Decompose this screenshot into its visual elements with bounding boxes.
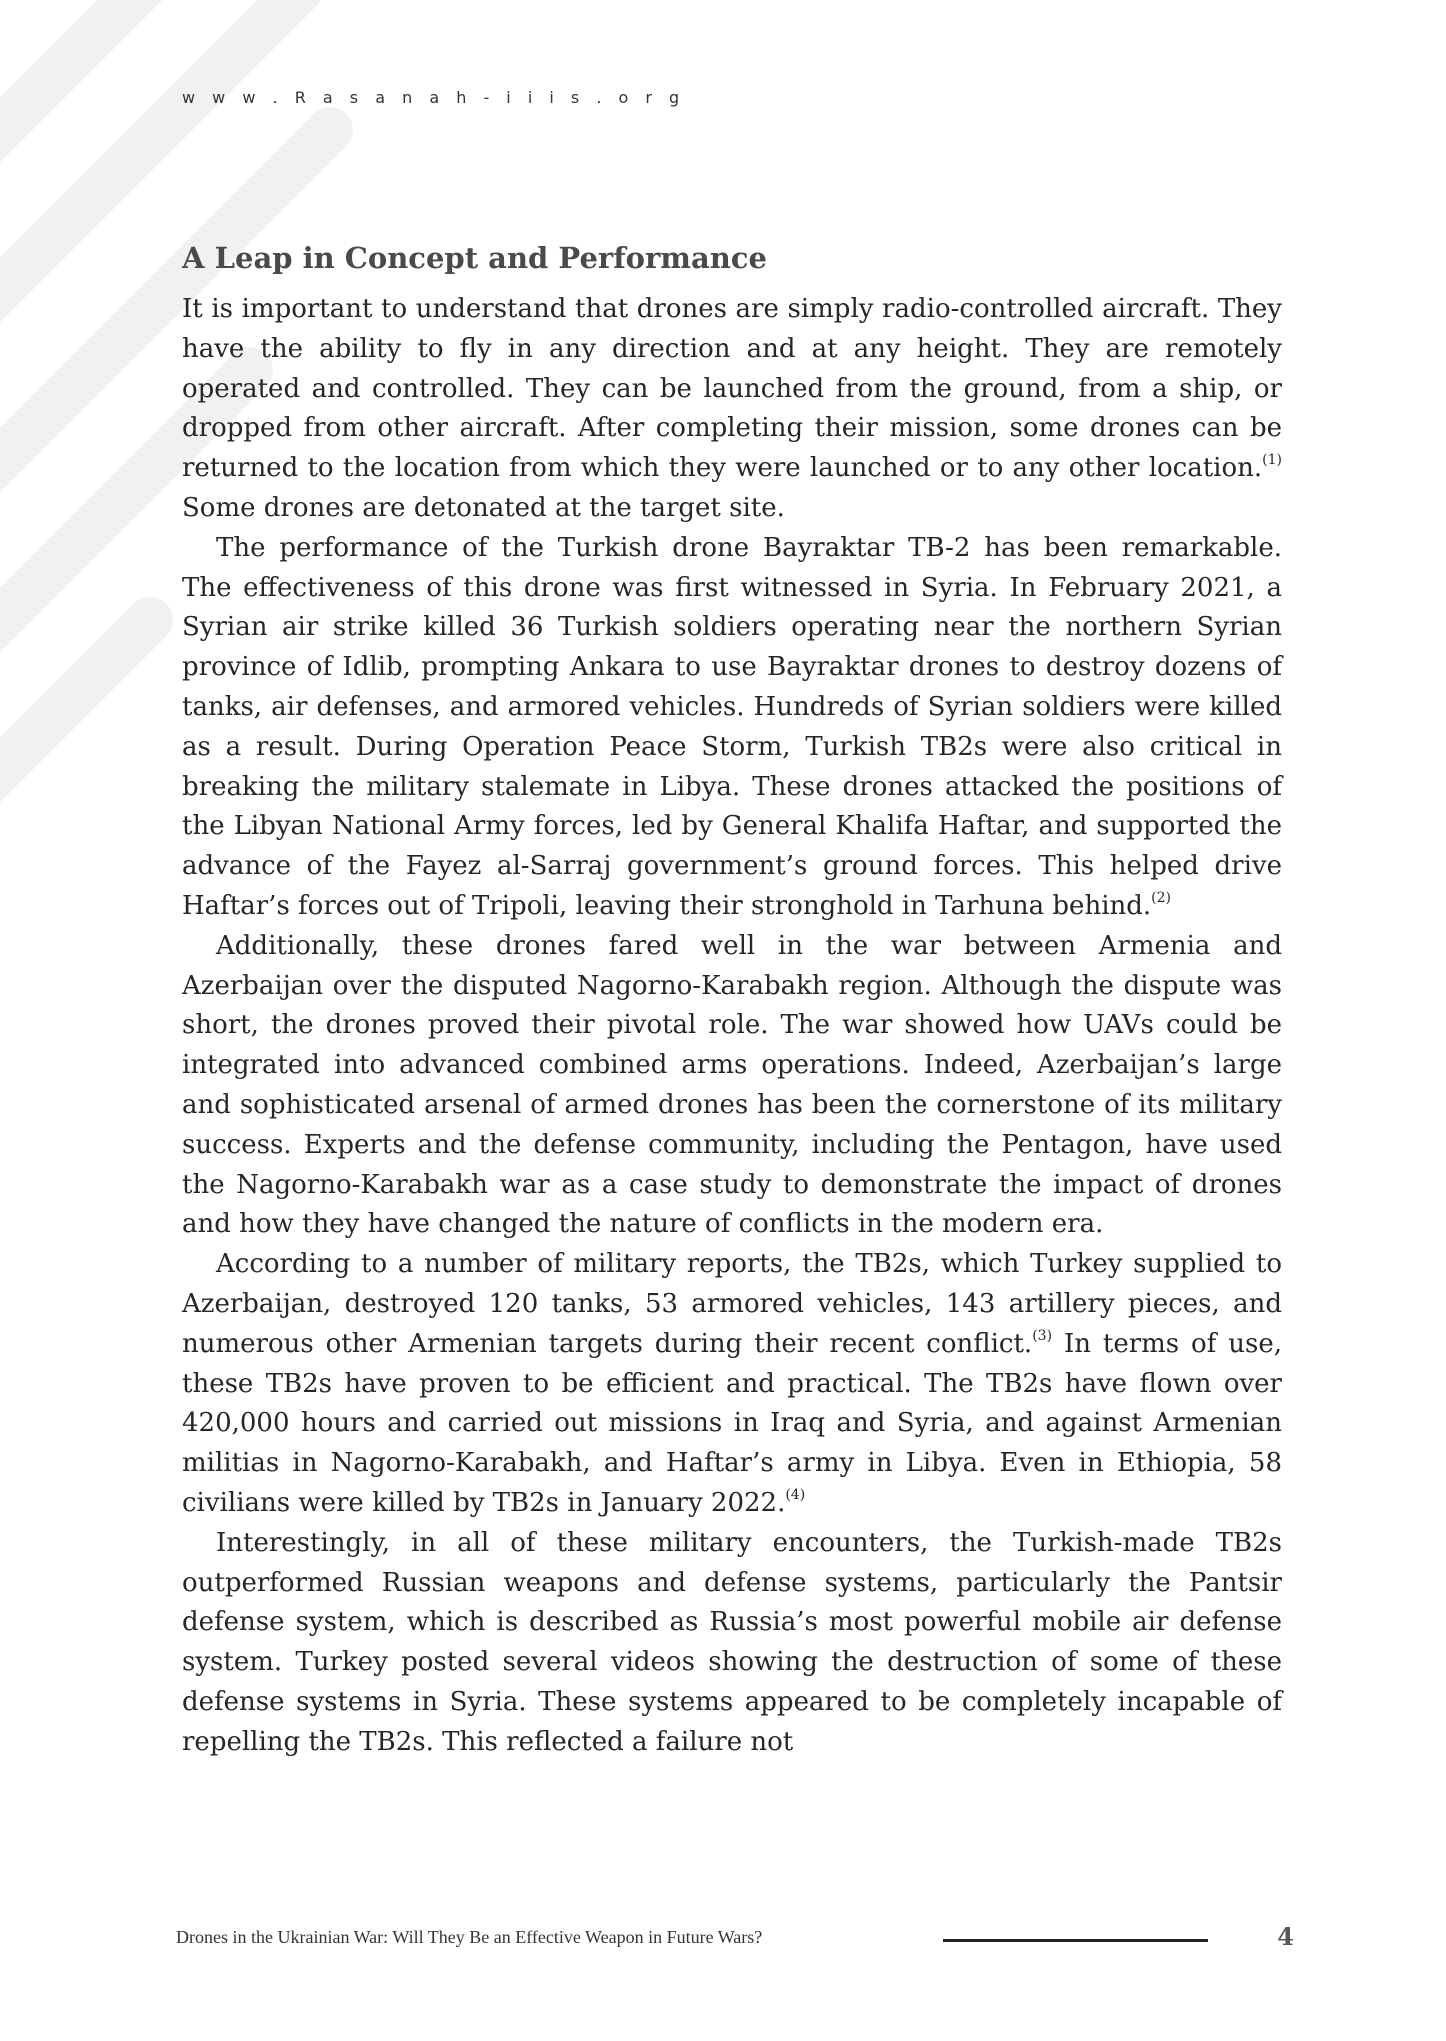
paragraph-text: It is important to understand that drones are simply radio-controlled aircraft. They have the ability to fly in any direction and at any height. They are remotely operated and controlled. They can be launched from the ground, from a ship, or dropped from other aircraft. After completing their mission, some drones can be returned to the location from which they were launched or to any other location.: [182, 294, 1282, 484]
footer-title: Drones in the Ukrainian War: Will They Be an Effective Weapon in Future Wars?: [176, 1927, 763, 1947]
page-number: 4: [1277, 1922, 1294, 1951]
paragraph-text: According to a number of military reports, the TB2s, which Turkey supplied to Azerbaijan, destroyed 120 tanks, 53 armored vehicles, 143 artillery pieces, and numerous other Armenian targets during their recent conflict.: [182, 1249, 1282, 1359]
paragraph-text: Some drones are detonated at the target site.: [182, 492, 785, 523]
footnote-ref-2[interactable]: (2): [1151, 889, 1172, 906]
paragraph-3: [182, 927, 1282, 1245]
paragraph-text: Additionally, these drones fared well in the war between Armenia and Azerbaijan over the disputed Nagorno-Karabakh region. Although the dispute was short, the drones proved their pivotal role. The war showed how UAVs could be integrated into advanced combined arms operations. Indeed, Azerbaijan’s large and sophisticated arsenal of armed drones has been the cornerstone of its military success. Experts and the defense community, including the Pentagon, have used the Nagorno-Karabakh war as a case study to demonstrate the impact of drones and how they have changed the nature of conflicts in the modern era.: [182, 930, 1282, 1240]
site-url: w w w . R a s a n a h - i i i s . o r g: [182, 88, 686, 107]
paragraph-4: [182, 1245, 1282, 1524]
footnote-ref-1[interactable]: (1): [1262, 452, 1282, 469]
paragraph-2: [182, 529, 1282, 927]
paragraph-5: [182, 1524, 1282, 1763]
article-body: [182, 236, 1282, 1762]
footnote-ref-3[interactable]: (3): [1032, 1327, 1053, 1344]
paragraph-1: [182, 290, 1282, 529]
footnote-ref-4[interactable]: (4): [785, 1486, 806, 1503]
paragraph-text: The performance of the Turkish drone Bayraktar TB-2 has been remarkable. The effectiveness of this drone was first witnessed in Syria. In February 2021, a Syrian air strike killed 36 Turkish soldiers operating near the northern Syrian province of Idlib, prompting Ankara to use Bayraktar drones to destroy dozens of tanks, air defenses, and armored vehicles. Hundreds of Syrian soldiers were killed as a result. During Operation Peace Storm, Turkish TB2s were also critical in breaking the military stalemate in Libya. These drones attacked the positions of the Libyan National Army forces, led by General Khalifa Haftar, and supported the advance of the Fayez al-Sarraj government’s ground forces. This helped drive Haftar’s forces out of Tripoli, leaving their stronghold in Tarhuna behind.: [182, 532, 1282, 921]
section-heading: A Leap in Concept and Performance: [182, 241, 767, 275]
page-footer: [176, 1924, 1294, 1956]
footer-divider: [943, 1939, 1208, 1942]
paragraph-text: Interestingly, in all of these military encounters, the Turkish-made TB2s outperformed Russian weapons and defense systems, particularly the Pantsir defense system, which is described as Russia’s most powerful mobile air defense system. Turkey posted several videos showing the destruction of some of these defense systems in Syria. These systems appeared to be completely incapable of repelling the TB2s. This reflected a failure not: [182, 1527, 1282, 1757]
paragraph-text: In terms of use, these TB2s have proven to be efficient and practical. The TB2s have flown over 420,000 hours and carried out missions in Iraq and Syria, and against Armenian militias in Nagorno-Karabakh, and Haftar’s army in Libya. Even in Ethiopia, 58 civilians were killed by TB2s in January 2022.: [182, 1328, 1282, 1518]
